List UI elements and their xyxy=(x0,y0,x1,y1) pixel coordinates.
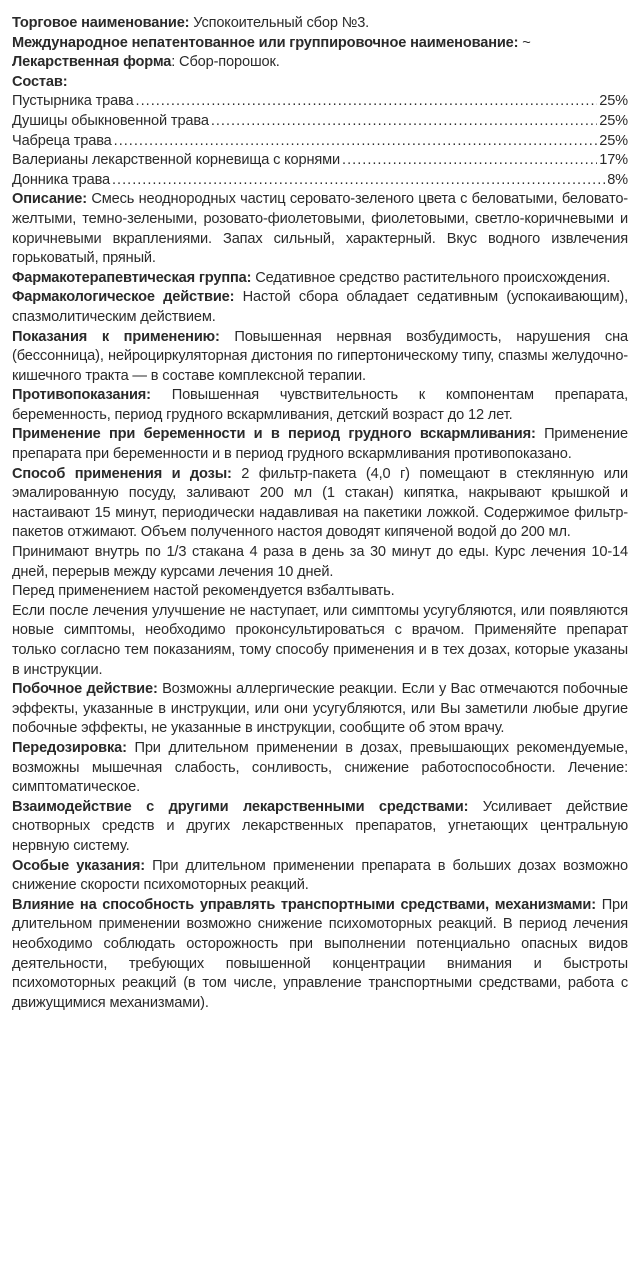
ingredient-name: Чабреца трава xyxy=(12,132,112,149)
interactions-section xyxy=(12,798,628,857)
pharm-group-text: Седативное средство растительного происхождения. xyxy=(251,269,611,286)
inn-line xyxy=(12,34,628,54)
list-item xyxy=(12,132,628,152)
list-item xyxy=(12,112,628,132)
description-text: Смесь неоднородных частиц серовато-зеленого цвета с беловатыми, беловато-желтыми, темно-зелеными, розовато-фиолетовыми, фиолетовыми, светло-коричневыми и коричневыми вкраплениями. Запах сильный, характерный. Вкус водного извлечения горьковатый, пряный. xyxy=(12,191,628,267)
description-label: Описание: xyxy=(12,191,87,208)
overdose-section xyxy=(12,739,628,798)
pharm-action-label: Фармакологическое действие: xyxy=(12,289,235,306)
instruction-document xyxy=(12,14,628,1013)
inn-value: ~ xyxy=(518,34,531,51)
dot-leader xyxy=(342,151,597,171)
dot-leader xyxy=(112,171,605,191)
special-text: При длительном применении препарата в больших дозах возможно снижение скорости психомоторных реакций. xyxy=(12,857,628,894)
dosage-shake-paragraph: Перед применением настой рекомендуется взбалтывать. xyxy=(12,583,395,600)
contraindications-section xyxy=(12,386,628,425)
list-item xyxy=(12,92,628,112)
contraindications-label: Противопоказания: xyxy=(12,387,151,404)
interactions-label: Взаимодействие с другими лекарственными средствами: xyxy=(12,798,469,815)
dosage-form-value: : Сбор-порошок. xyxy=(171,54,280,71)
indications-text: Повышенная нервная возбудимость, нарушения сна (бессонница), нейроциркуляторная дистония по гипертоническому типу, спазмы желудочно-кишечного тракта — в составе комплексной терапии. xyxy=(12,328,628,384)
pregnancy-label: Применение при беременности и в период грудного вскармливания: xyxy=(12,426,536,443)
ingredient-name: Душицы обыкновенной трава xyxy=(12,112,209,129)
special-label: Особые указания: xyxy=(12,857,145,874)
dot-leader xyxy=(136,92,598,112)
ingredient-percent: 17% xyxy=(599,152,628,169)
side-effects-label: Побочное действие: xyxy=(12,681,158,698)
driving-label: Влияние на способность управлять транспортными средствами, механизмами: xyxy=(12,896,596,913)
ingredient-percent: 25% xyxy=(599,112,628,129)
contraindications-text: Повышенная чувствительность к компонентам препарата, беременность, период грудного вскармливания, детский возраст до 12 лет. xyxy=(12,387,628,423)
overdose-text: При длительном применении в дозах, превышающих рекомендуемые, возможны мышечная слабость, сонливость, снижение работоспособности. Лечение: симптоматическое. xyxy=(12,739,628,796)
pharm-group-section xyxy=(12,269,628,289)
dosage-form-label: Лекарственная форма xyxy=(12,54,172,71)
indications-section xyxy=(12,328,628,387)
inn-label: Международное непатентованное или группировочное наименование: xyxy=(12,34,519,51)
pharm-action-text: Настой сбора обладает седативным (успокаивающим), спазмолитическим действием. xyxy=(12,289,628,325)
trade-name-value: Успокоительный сбор №3. xyxy=(189,15,370,31)
special-section xyxy=(12,857,628,896)
dot-leader xyxy=(114,132,598,152)
overdose-label: Передозировка: xyxy=(12,739,127,756)
ingredient-percent: 8% xyxy=(607,171,628,188)
dosage-course-paragraph: Принимают внутрь по 1/3 стакана 4 раза в день за 30 минут до еды. Курс лечения 10-14 дней, перерыв между курсами лечения 10 дней. xyxy=(12,544,628,580)
list-item xyxy=(12,151,628,171)
ingredient-name: Донника трава xyxy=(12,171,110,188)
composition-list xyxy=(12,92,628,190)
dosage-form-line xyxy=(12,53,628,73)
pharm-group-label: Фармакотерапевтическая группа: xyxy=(12,269,252,286)
driving-section xyxy=(12,896,628,1014)
indications-label: Показания к применению: xyxy=(12,328,220,345)
pregnancy-text: Применение препарата при беременности и в период грудного вскармливания противопоказано. xyxy=(12,426,628,463)
pharm-action-section xyxy=(12,288,628,327)
list-item xyxy=(12,171,628,191)
composition-label: Состав: xyxy=(12,73,68,90)
composition-heading xyxy=(12,73,628,93)
dosage-section xyxy=(12,465,628,543)
side-effects-text: Возможны аллергические реакции. Если у Вас отмечаются побочные эффекты, указанные в инструкции, или они усугубляются, или Вы заметили любые другие побочные эффекты, не указанные в инструкции, сообщите об этом врачу. xyxy=(12,681,628,737)
ingredient-percent: 25% xyxy=(599,132,628,149)
dot-leader xyxy=(211,112,597,132)
dosage-text: 2 фильтр-пакета (4,0 г) помещают в стеклянную или эмалированную посуду, заливают 200 мл (1 стакан) кипятка, накрывают крышкой и настаивают 15 минут, периодически надавливая на пакетики ложкой. Содержимое фильтр-пакетов отжимают. Объем полученного настоя доводят кипяченой водой до 200 мл. xyxy=(12,465,629,541)
driving-text: При длительном применении возможно снижение психомоторных реакций. В период лечения необходимо соблюдать осторожность при выполнении потенциально опасных видов деятельности, требующих повышенной концентрации внимания и быстроты психомоторных реакций (в том числе, управление транспортными средствами, работа с движущимися механизмами). xyxy=(12,896,628,1011)
trade-name-line xyxy=(12,14,628,34)
ingredient-percent: 25% xyxy=(599,93,628,110)
ingredient-name: Валерианы лекарственной корневища с корнями xyxy=(12,152,341,169)
ingredient-name: Пустырника трава xyxy=(12,93,134,110)
description-section xyxy=(12,190,628,268)
pregnancy-section xyxy=(12,425,628,464)
dosage-label: Способ применения и дозы: xyxy=(12,465,232,482)
trade-name-label: Торговое наименование: xyxy=(12,15,190,31)
dosage-consult-paragraph: Если после лечения улучшение не наступает, или симптомы усугубляются, или появляются новые симптомы, необходимо проконсультироваться с врачом. Применяйте препарат только согласно тем показаниям, тому способу применения и в тех дозах, которые указаны в инструкции. xyxy=(12,602,628,678)
interactions-text: Усиливает действие снотворных средств и других лекарственных препаратов, угнетающих центральную нервную систему. xyxy=(12,798,628,854)
side-effects-section xyxy=(12,680,628,739)
